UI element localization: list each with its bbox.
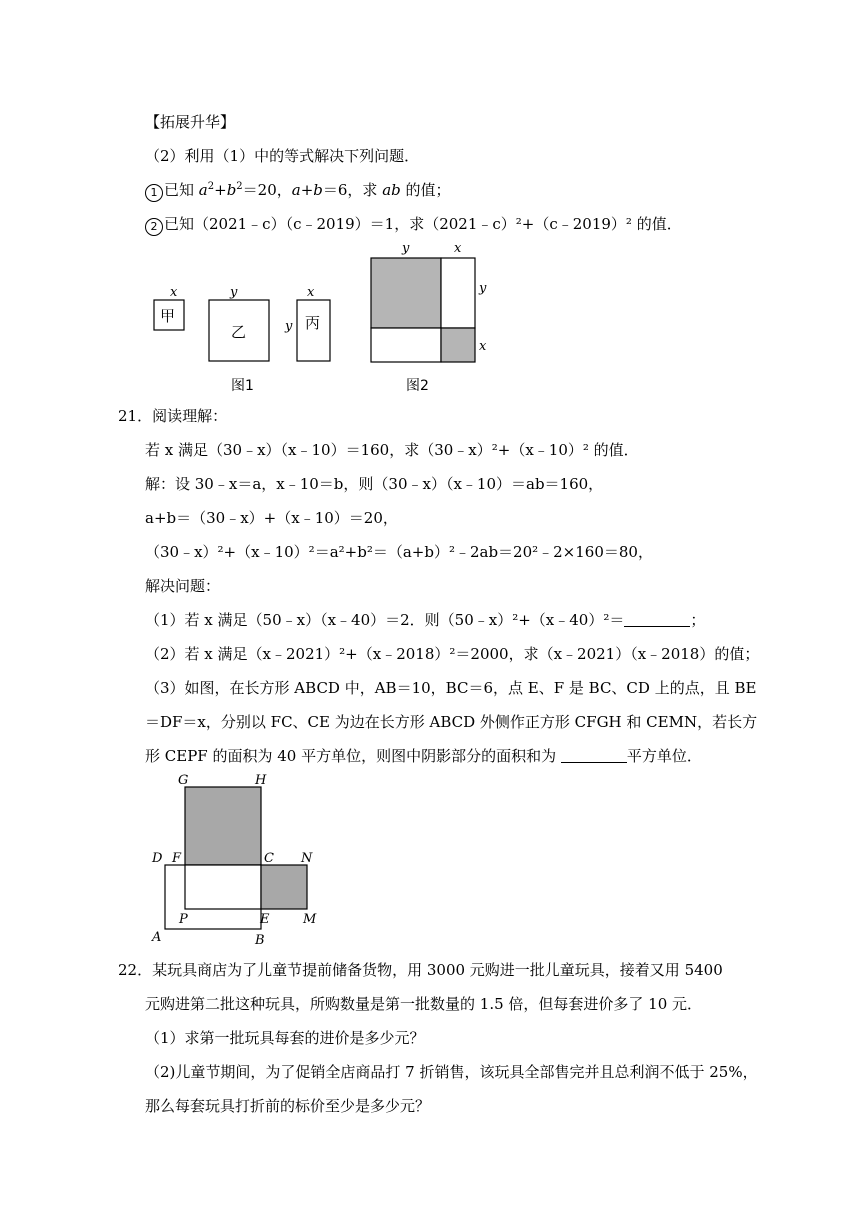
fig1-label-x: x [170, 285, 178, 300]
q22-line-5: 那么每套玩具打折前的标价至少是多少元？ [145, 1097, 431, 1115]
figure-1 [148, 280, 348, 395]
q21-line-4: （30﹣x）²+（x﹣10）²＝a²+b²＝（a+b）²﹣2ab＝20²﹣2×160＝80， [145, 543, 653, 561]
q21-part2: （2）若 x 满足（x﹣2021）²+（x﹣2018）²＝2000，求（x﹣2021）（x﹣2018）的值； [145, 645, 760, 663]
q20-item1-pre: 已知 [164, 181, 199, 199]
answer-blank-1 [624, 612, 690, 627]
point-p: P [179, 912, 188, 927]
section-heading: 【拓展升华】 [145, 113, 236, 131]
point-m: M [303, 912, 317, 927]
label-bing: 丙 [305, 314, 321, 332]
point-h: H [255, 773, 267, 788]
q21-line-5: 解决问题： [145, 577, 221, 595]
q21-part1: （1）若 x 满足（50﹣x）（x﹣40）＝2．则（50﹣x）²+（x﹣40）²＝ ； [145, 611, 706, 629]
q20-item2-text: 已知（2021﹣c）（c﹣2019）＝1，求（2021﹣c）²+（c﹣2019）² 的值． [164, 215, 682, 233]
q22-line-1: 22．某玩具商店为了儿童节提前储备货物，用 3000 元购进一批儿童玩具，接着又用 5400 [118, 961, 723, 979]
figure-3 [148, 768, 328, 948]
q20-item2 [145, 214, 682, 236]
square-cemn [261, 865, 307, 909]
q21-part3-line-3: 形 CEPF 的面积为 40 平方单位，则图中阴影部分的面积和为 平方单位． [145, 747, 702, 765]
fig2-rect-right-top [441, 258, 475, 328]
q21-part3-line-1: （3）如图，在长方形 ABCD 中，AB＝10，BC＝6，点 E、F 是 BC、CD 上的点，且 BE [145, 679, 757, 697]
circled-number-2: 2 [145, 218, 163, 236]
fig2-label-y-top: y [402, 241, 410, 256]
point-c: C [264, 851, 274, 866]
square-cfgh [185, 787, 261, 865]
fig1-caption: 图1 [231, 378, 254, 394]
q21-part3-line-2: ＝DF＝x，分别以 FC、CE 为边在长方形 ABCD 外侧作正方形 CFGH 和 CEMN，若长方 [145, 713, 758, 731]
q21-line-3: a+b＝（30﹣x）+（x﹣10）＝20， [145, 509, 398, 527]
point-a: A [152, 930, 162, 945]
fig2-square-x [441, 328, 475, 362]
label-yi: 乙 [231, 323, 247, 341]
point-f: F [172, 851, 182, 866]
fig2-label-x-right: x [479, 339, 487, 354]
q21-line-1: 若 x 满足（30﹣x）（x﹣10）＝160，求（30﹣x）²+（x﹣10）² 的值． [145, 441, 639, 459]
point-e: E [260, 912, 270, 927]
rectangle-cepf [185, 865, 261, 909]
fig2-rect-bottom-left [371, 328, 441, 362]
fig2-square-y [371, 258, 441, 328]
fig1-label-x2: x [307, 285, 315, 300]
q22-line-4: （2)儿童节期间，为了促销全店商品打 7 折销售，该玩具全部售完并且总利润不低于 25%， [145, 1063, 758, 1081]
fig2-label-x-top: x [454, 241, 462, 256]
fig2-label-y-right: y [479, 281, 487, 296]
q22-line-2: 元购进第二批这种玩具，所购数量是第一批数量的 1.5 倍，但每套进价多了 10 元． [145, 995, 703, 1013]
q21-line-2: 解：设 30﹣x＝a，x﹣10＝b，则（30﹣x）（x﹣10）＝ab＝160， [145, 475, 604, 493]
circled-number-1: 1 [145, 184, 163, 202]
q20-part2: （2）利用（1）中的等式解决下列问题． [145, 147, 420, 165]
q22-line-3: （1）求第一批玩具每套的进价是多少元？ [145, 1029, 425, 1047]
point-d: D [152, 851, 163, 866]
fig1-label-y2: y [285, 319, 293, 334]
fig1-label-y: y [230, 285, 238, 300]
point-b: B [255, 933, 265, 948]
point-g: G [178, 773, 189, 788]
q20-item1: 1 已知 $a^2+b^2=20$，a+b＝6，求 ab 的值； [145, 180, 451, 202]
fig2-caption: 图2 [406, 378, 429, 394]
q21-title: 21．阅读理解： [118, 407, 228, 425]
point-n: N [301, 851, 313, 866]
answer-blank-2 [561, 748, 627, 763]
label-jia: 甲 [160, 307, 176, 325]
figure-2 [360, 240, 500, 396]
